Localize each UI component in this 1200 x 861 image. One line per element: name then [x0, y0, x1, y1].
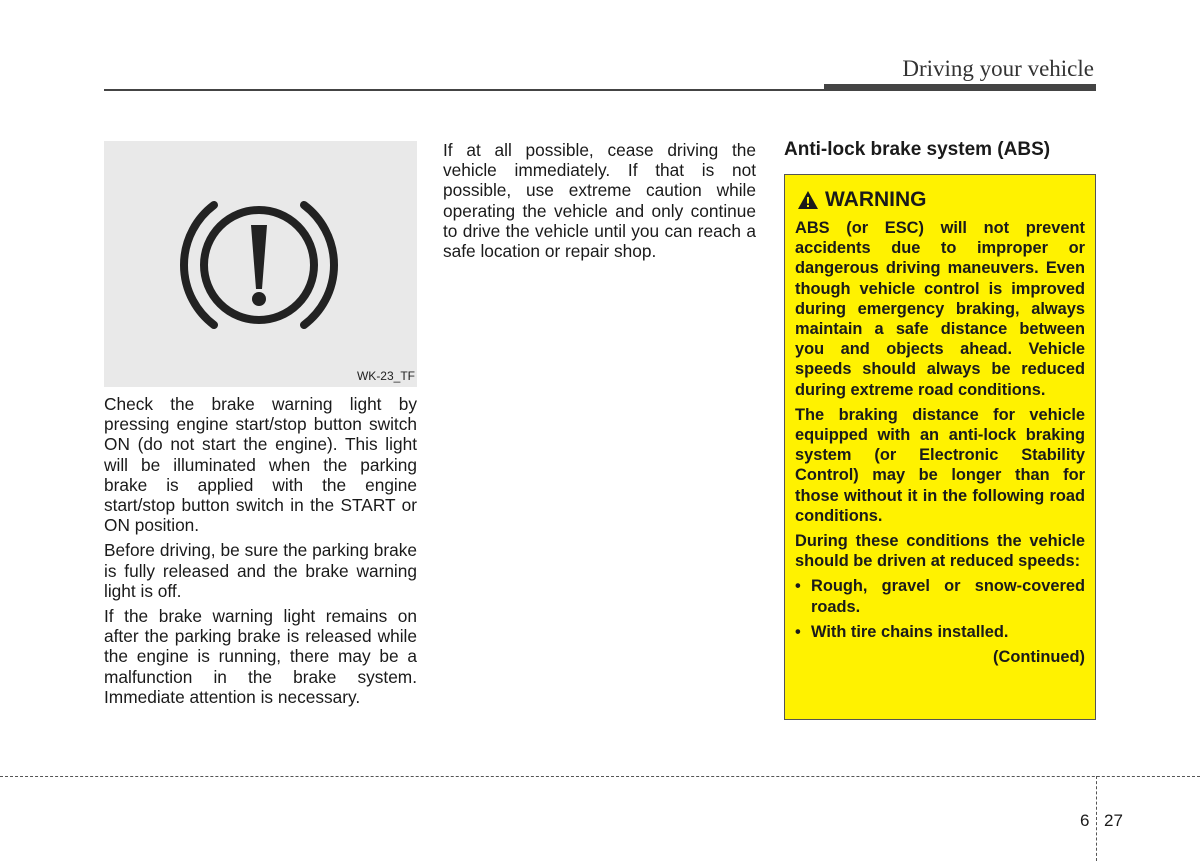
chapter-number: 6 [1080, 811, 1090, 830]
brake-warning-figure [104, 141, 417, 387]
page-header-title: Driving your vehicle [902, 56, 1094, 81]
paragraph: If the brake warning light remains on after the parking brake is released while the engine is running, there may be a malfunction in the brake system. Immediate attention is necessary. [104, 606, 417, 707]
warning-box [784, 174, 1096, 720]
warning-paragraph: ABS (or ESC) will not prevent accidents due to improper or dangerous driving maneuvers. Even though vehicle control is improved during emergency braking, always maintain a safe distance between you and objects ahead. Vehicle speeds should always be reduced during extreme road conditions. [795, 219, 1085, 399]
column-middle [443, 140, 756, 266]
continued-label: (Continued) [993, 648, 1085, 667]
warning-bullet-text: With tire chains installed. [811, 622, 1009, 641]
warning-bullet: • With tire chains installed. [795, 622, 1085, 642]
header-rule [104, 89, 824, 91]
warning-body [795, 218, 1085, 672]
page-number: 27 [1104, 811, 1123, 830]
warning-heading-text: WARNING [825, 188, 927, 211]
warning-paragraph: During these conditions the vehicle should be driven at reduced speeds: [795, 532, 1085, 571]
warning-bullet: • Rough, gravel or snow-covered roads. [795, 577, 1085, 616]
section-title: Anti-lock brake system (ABS) [784, 139, 1051, 160]
warning-triangle-icon [797, 190, 819, 210]
warning-bullet-text: Rough, gravel or snow-covered roads. [811, 577, 1085, 616]
warning-heading [797, 188, 927, 212]
header-rule-accent [824, 84, 1096, 91]
warning-paragraph: The braking distance for vehicle equipped with an anti-lock braking system (or Electronic Stability Control) may be longer than for those without it in the following road conditions. [795, 405, 1085, 525]
footer-rule [0, 776, 1200, 777]
paragraph: Before driving, be sure the parking brake is fully released and the brake warning light is off. [104, 540, 417, 601]
column-left [104, 394, 417, 712]
paragraph: If at all possible, cease driving the vehicle immediately. If that is not possible, use extreme caution while operating the vehicle and only continue to drive the vehicle until you can reach a safe location or repair shop. [443, 140, 756, 262]
paragraph: Check the brake warning light by pressing engine start/stop button switch ON (do not start the engine). This light will be illuminated when the parking brake is applied with the engine start/stop button switch in the START or ON position. [104, 394, 417, 536]
brake-warning-icon [104, 141, 417, 387]
figure-caption: WK-23_TF [356, 369, 415, 383]
footer-divider [1096, 776, 1097, 861]
